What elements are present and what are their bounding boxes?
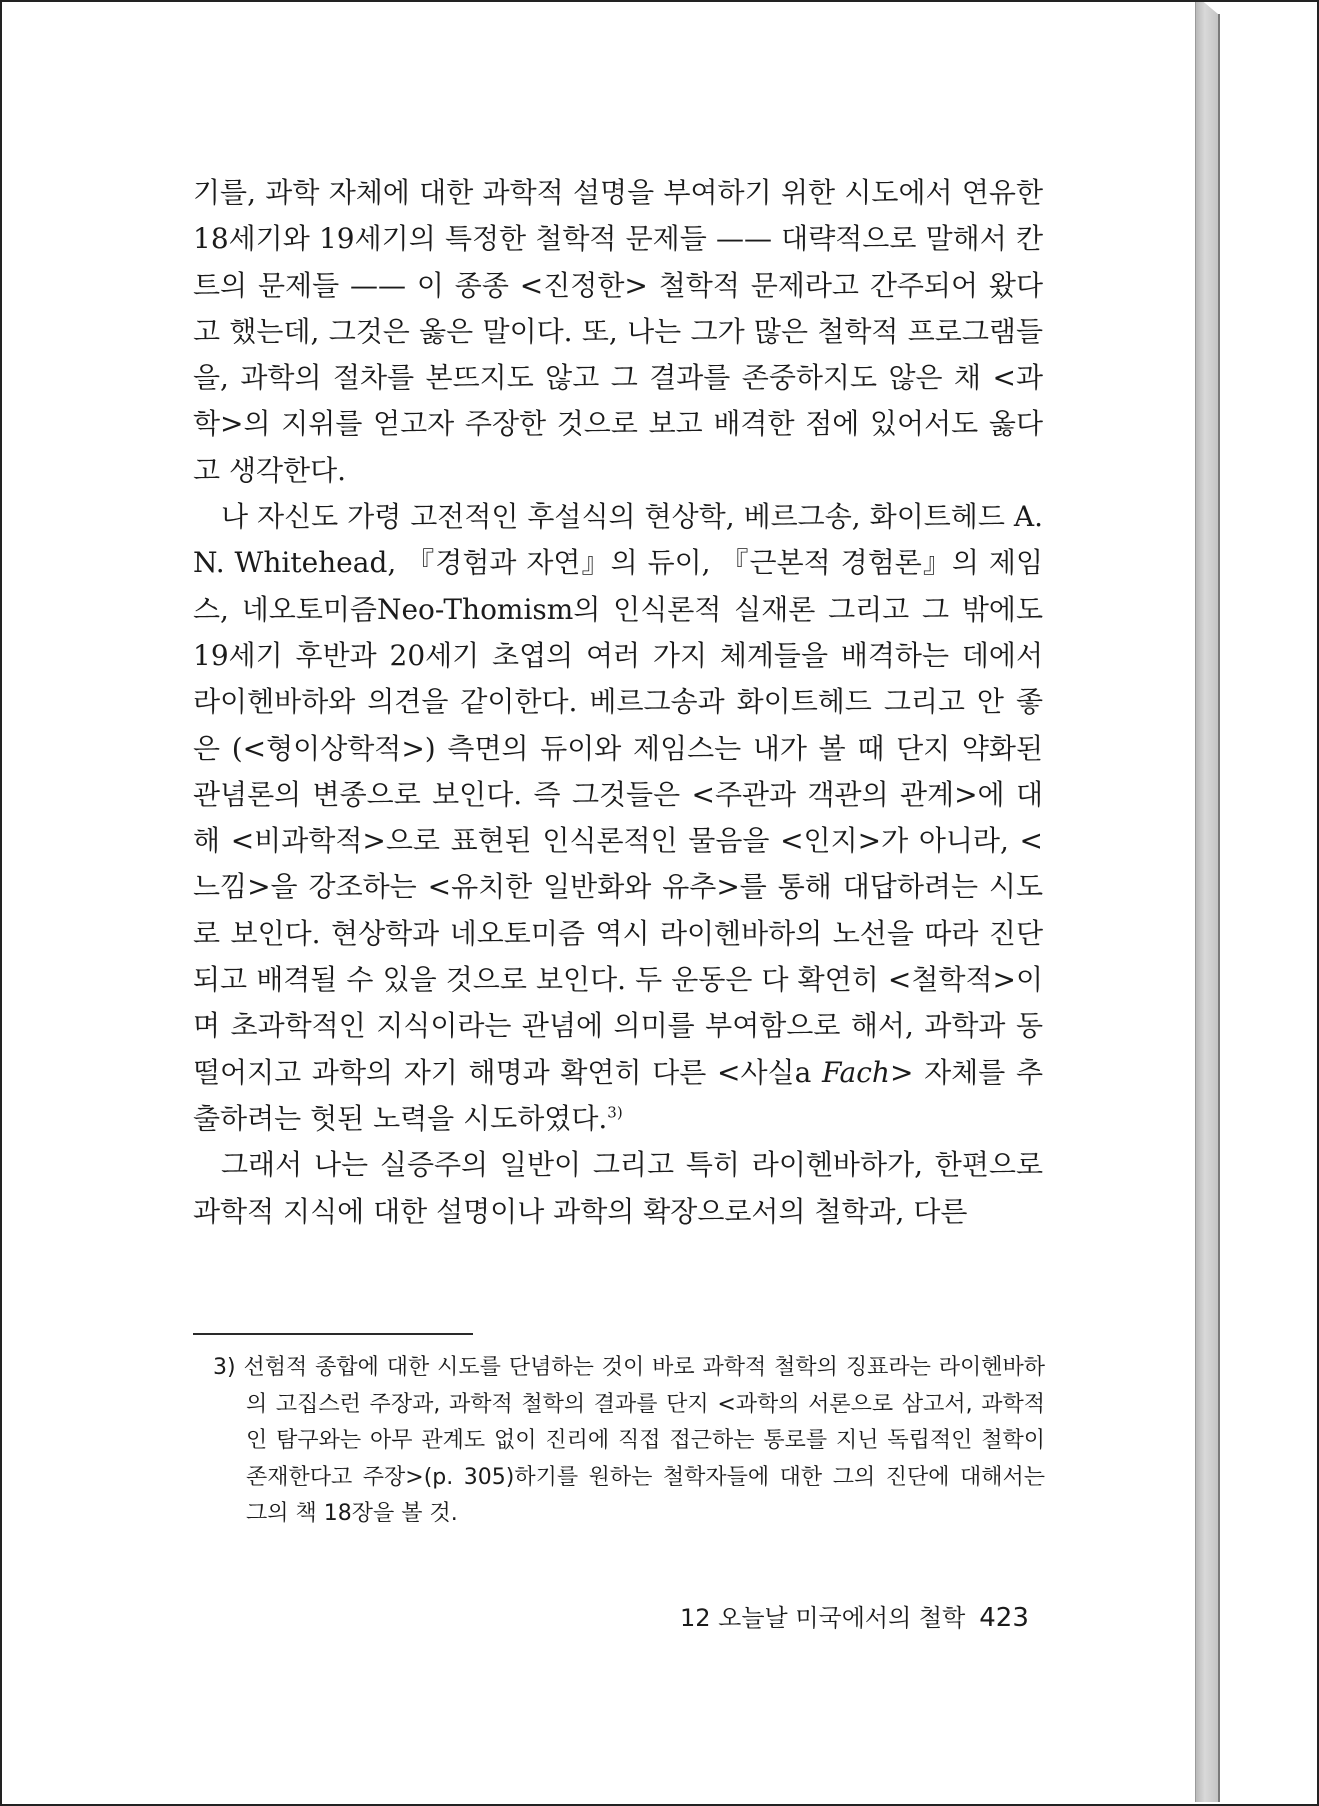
paragraph-3-text: 그래서 나는 실증주의 일반이 그리고 특히 라이헨바하가, 한편으로 과학적 지식에 대한 설명이나 과학의 확장으로서의 철학과, 다른	[193, 1148, 1043, 1228]
paragraph-3	[193, 1142, 1043, 1235]
footnote-ref[interactable]: 3)	[607, 1103, 623, 1122]
running-footer	[680, 1598, 1029, 1633]
footnote-3-text: 3) 선험적 종합에 대한 시도를 단념하는 것이 바로 과학적 철학의 징표라는 라이헨바하의 고집스런 주장과, 과학적 철학의 결과를 단지 <과학의 서론으로 삼고서, 과학적인 탐구와는 아무 관계도 없이 진리에 직접 접근하는 통로를 지닌 독립적인 철학이 존재한다고 주장>(p. 305)하기를 원하는 철학자들에 대한 그의 진단에 대해서는 그의 책 18장을 볼 것.	[213, 1355, 1045, 1527]
footnote-3	[213, 1350, 1045, 1533]
paragraph-2-tail: > 자체를 추출하려는 헛된 노력을 시도하였다.	[193, 1055, 1043, 1135]
page-edge-shadow	[1218, 14, 1220, 1802]
paragraph-2-text: 나 자신도 가령 고전적인 후설식의 현상학, 베르그송, 화이트헤드 A. N. Whitehead, 『경험과 자연』의 듀이, 『근본적 경험론』의 제임스, 네오토미즘Neo-Thomism의 인식론적 실재론 그리고 그 밖에도 19세기 후반과 20세기 초엽의 여러 가지 체계들을 배격하는 데에서 라이헨바하와 의견을 같이한다. 베르그송과 화이트헤드 그리고 안 좋은 (<형이상학적>) 측면의 듀이와 제임스는 내가 볼 때 단지 약화된 관념론의 변종으로 보인다. 즉 그것들은 <주관과 객관의 관계>에 대해 <비과학적>으로 표현된 인식론적인 물음을 <인지>가 아니라, <느낌>을 강조하는 <유치한 일반화와 유추>를 통해 대답하려는 시도로 보인다. 현상학과 네오토미즘 역시 라이헨바하의 노선을 따라 진단되고 배격될 수 있을 것으로 보인다. 두 운동은 다 확연히 <철학적>이며 초과학적인 지식이라는 관념에 의미를 부여함으로 해서, 과학과 동떨어지고 과학의 자기 해명과 확연히 다른 <사실a	[193, 500, 1043, 1089]
paragraph-1-text: 기를, 과학 자체에 대한 과학적 설명을 부여하기 위한 시도에서 연유한 18세기와 19세기의 특정한 철학적 문제들 —— 대략적으로 말해서 칸트의 문제들 —— 이 종종 <진정한> 철학적 문제라고 간주되어 왔다고 했는데, 그것은 옳은 말이다. 또, 나는 그가 많은 철학적 프로그램들을, 과학의 절차를 본뜨지도 않고 그 결과를 존중하지도 않은 채 <과학>의 지위를 얻고자 주장한 것으로 보고 배격한 점에 있어서도 옳다고 생각한다.	[193, 176, 1043, 487]
page-edge	[1196, 2, 1218, 1802]
page-number: 423	[979, 1603, 1029, 1633]
main-text	[193, 170, 1043, 1235]
fach-italic: Fach	[822, 1055, 890, 1089]
paragraph-1	[193, 170, 1043, 494]
chapter-title: 12 오늘날 미국에서의 철학	[680, 1604, 966, 1632]
footnote-divider	[193, 1333, 473, 1335]
paragraph-2	[193, 494, 1043, 1142]
